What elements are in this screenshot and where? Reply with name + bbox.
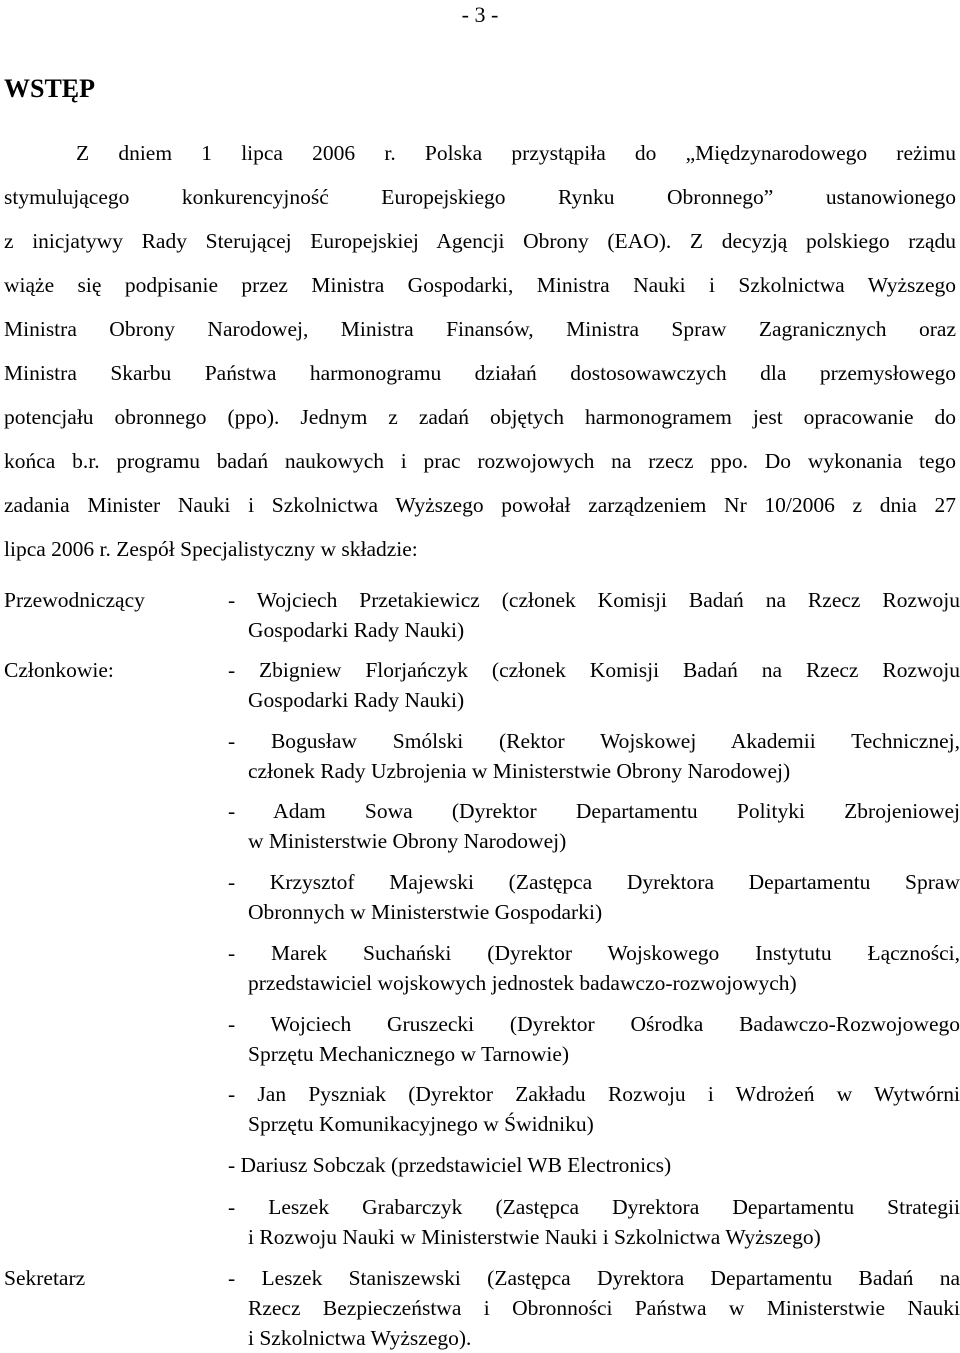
member-line: Sprzętu Mechanicznego w Tarnowie) [248, 1042, 570, 1066]
member-line: przedstawiciel wojskowych jednostek badawczo-rozwojowych) [248, 971, 797, 995]
member-line: Sprzętu Komunikacyjnego w Świdniku) [248, 1112, 594, 1136]
member-line: - Dariusz Sobczak (przedstawiciel WB Electronics) [228, 1153, 672, 1177]
member-line: Gospodarki Rady Nauki) [248, 688, 465, 712]
intro-line: stymulującego konkurencyjność Europejskiego Rynku Obronnego” ustanowionego [4, 185, 956, 209]
member-line: Rzecz Bezpieczeństwa i Obronności Państwa w Ministerstwie Nauki [248, 1296, 960, 1320]
role-chair: Przewodniczący [4, 588, 145, 612]
intro-line: potencjału obronnego (ppo). Jednym z zadań objętych harmonogramem jest opracowanie do [4, 405, 956, 429]
intro-line: wiąże się podpisanie przez Ministra Gospodarki, Ministra Nauki i Szkolnictwa Wyższego [4, 273, 956, 297]
intro-line: z inicjatywy Rady Sterującej Europejskiej Agencji Obrony (EAO). Z decyzją polskiego rządu [4, 229, 956, 253]
intro-line: zadania Minister Nauki i Szkolnictwa Wyższego powołał zarządzeniem Nr 10/2006 z dnia 27 [4, 493, 956, 517]
member-line: - Leszek Grabarczyk (Zastępca Dyrektora Departamentu Strategii [228, 1195, 960, 1219]
member-line: - Leszek Staniszewski (Zastępca Dyrektora Departamentu Badań na [228, 1266, 960, 1290]
member-entry [228, 1192, 960, 1252]
member-entry [228, 726, 960, 786]
member-entry [228, 1009, 960, 1069]
member-line: - Marek Suchański (Dyrektor Wojskowego Instytutu Łączności, [228, 941, 960, 965]
member-line: - Zbigniew Florjańczyk (członek Komisji Badań na Rzecz Rozwoju [228, 658, 960, 682]
member-line: - Adam Sowa (Dyrektor Departamentu Polityki Zbrojeniowej [228, 799, 960, 823]
member-entry [228, 585, 960, 645]
member-entry [228, 1150, 960, 1180]
role-members: Członkowie: [4, 658, 114, 682]
member-entry [228, 1079, 960, 1139]
intro-line: Ministra Obrony Narodowej, Ministra Finansów, Ministra Spraw Zagranicznych oraz [4, 317, 956, 341]
member-line: członek Rady Uzbrojenia w Ministerstwie Obrony Narodowej) [248, 759, 791, 783]
intro-paragraph [4, 131, 956, 571]
member-entry [228, 938, 960, 998]
member-line: - Krzysztof Majewski (Zastępca Dyrektora Departamentu Spraw [228, 870, 960, 894]
intro-line: lipca 2006 r. Zespół Specjalistyczny w składzie: [4, 537, 418, 561]
member-line: - Wojciech Przetakiewicz (członek Komisji Badań na Rzecz Rozwoju [228, 588, 960, 612]
member-line: - Wojciech Gruszecki (Dyrektor Ośrodka Badawczo-Rozwojowego [228, 1012, 960, 1036]
member-line: Gospodarki Rady Nauki) [248, 618, 465, 642]
section-heading: WSTĘP [4, 74, 96, 103]
member-line: - Jan Pyszniak (Dyrektor Zakładu Rozwoju i Wdrożeń w Wytwórni [228, 1082, 960, 1106]
member-line: - Bogusław Smólski (Rektor Wojskowej Akademii Technicznej, [228, 729, 960, 753]
member-entry [228, 1263, 960, 1353]
member-entry [228, 867, 960, 927]
intro-line: Z dniem 1 lipca 2006 r. Polska przystąpiła do „Międzynarodowego reżimu [76, 141, 956, 165]
intro-line: końca b.r. programu badań naukowych i prac rozwojowych na rzecz ppo. Do wykonania tego [4, 449, 956, 473]
member-entry [228, 655, 960, 715]
page-number: - 3 - [461, 2, 499, 27]
intro-line: Ministra Skarbu Państwa harmonogramu działań dostosowawczych dla przemysłowego [4, 361, 956, 385]
member-line: i Szkolnictwa Wyższego). [248, 1326, 472, 1350]
member-line: i Rozwoju Nauki w Ministerstwie Nauki i Szkolnictwa Wyższego) [248, 1225, 821, 1249]
member-line: Obronnych w Ministerstwie Gospodarki) [248, 900, 603, 924]
member-line: w Ministerstwie Obrony Narodowej) [248, 829, 567, 853]
member-entry [228, 796, 960, 856]
role-secretary: Sekretarz [4, 1266, 86, 1290]
